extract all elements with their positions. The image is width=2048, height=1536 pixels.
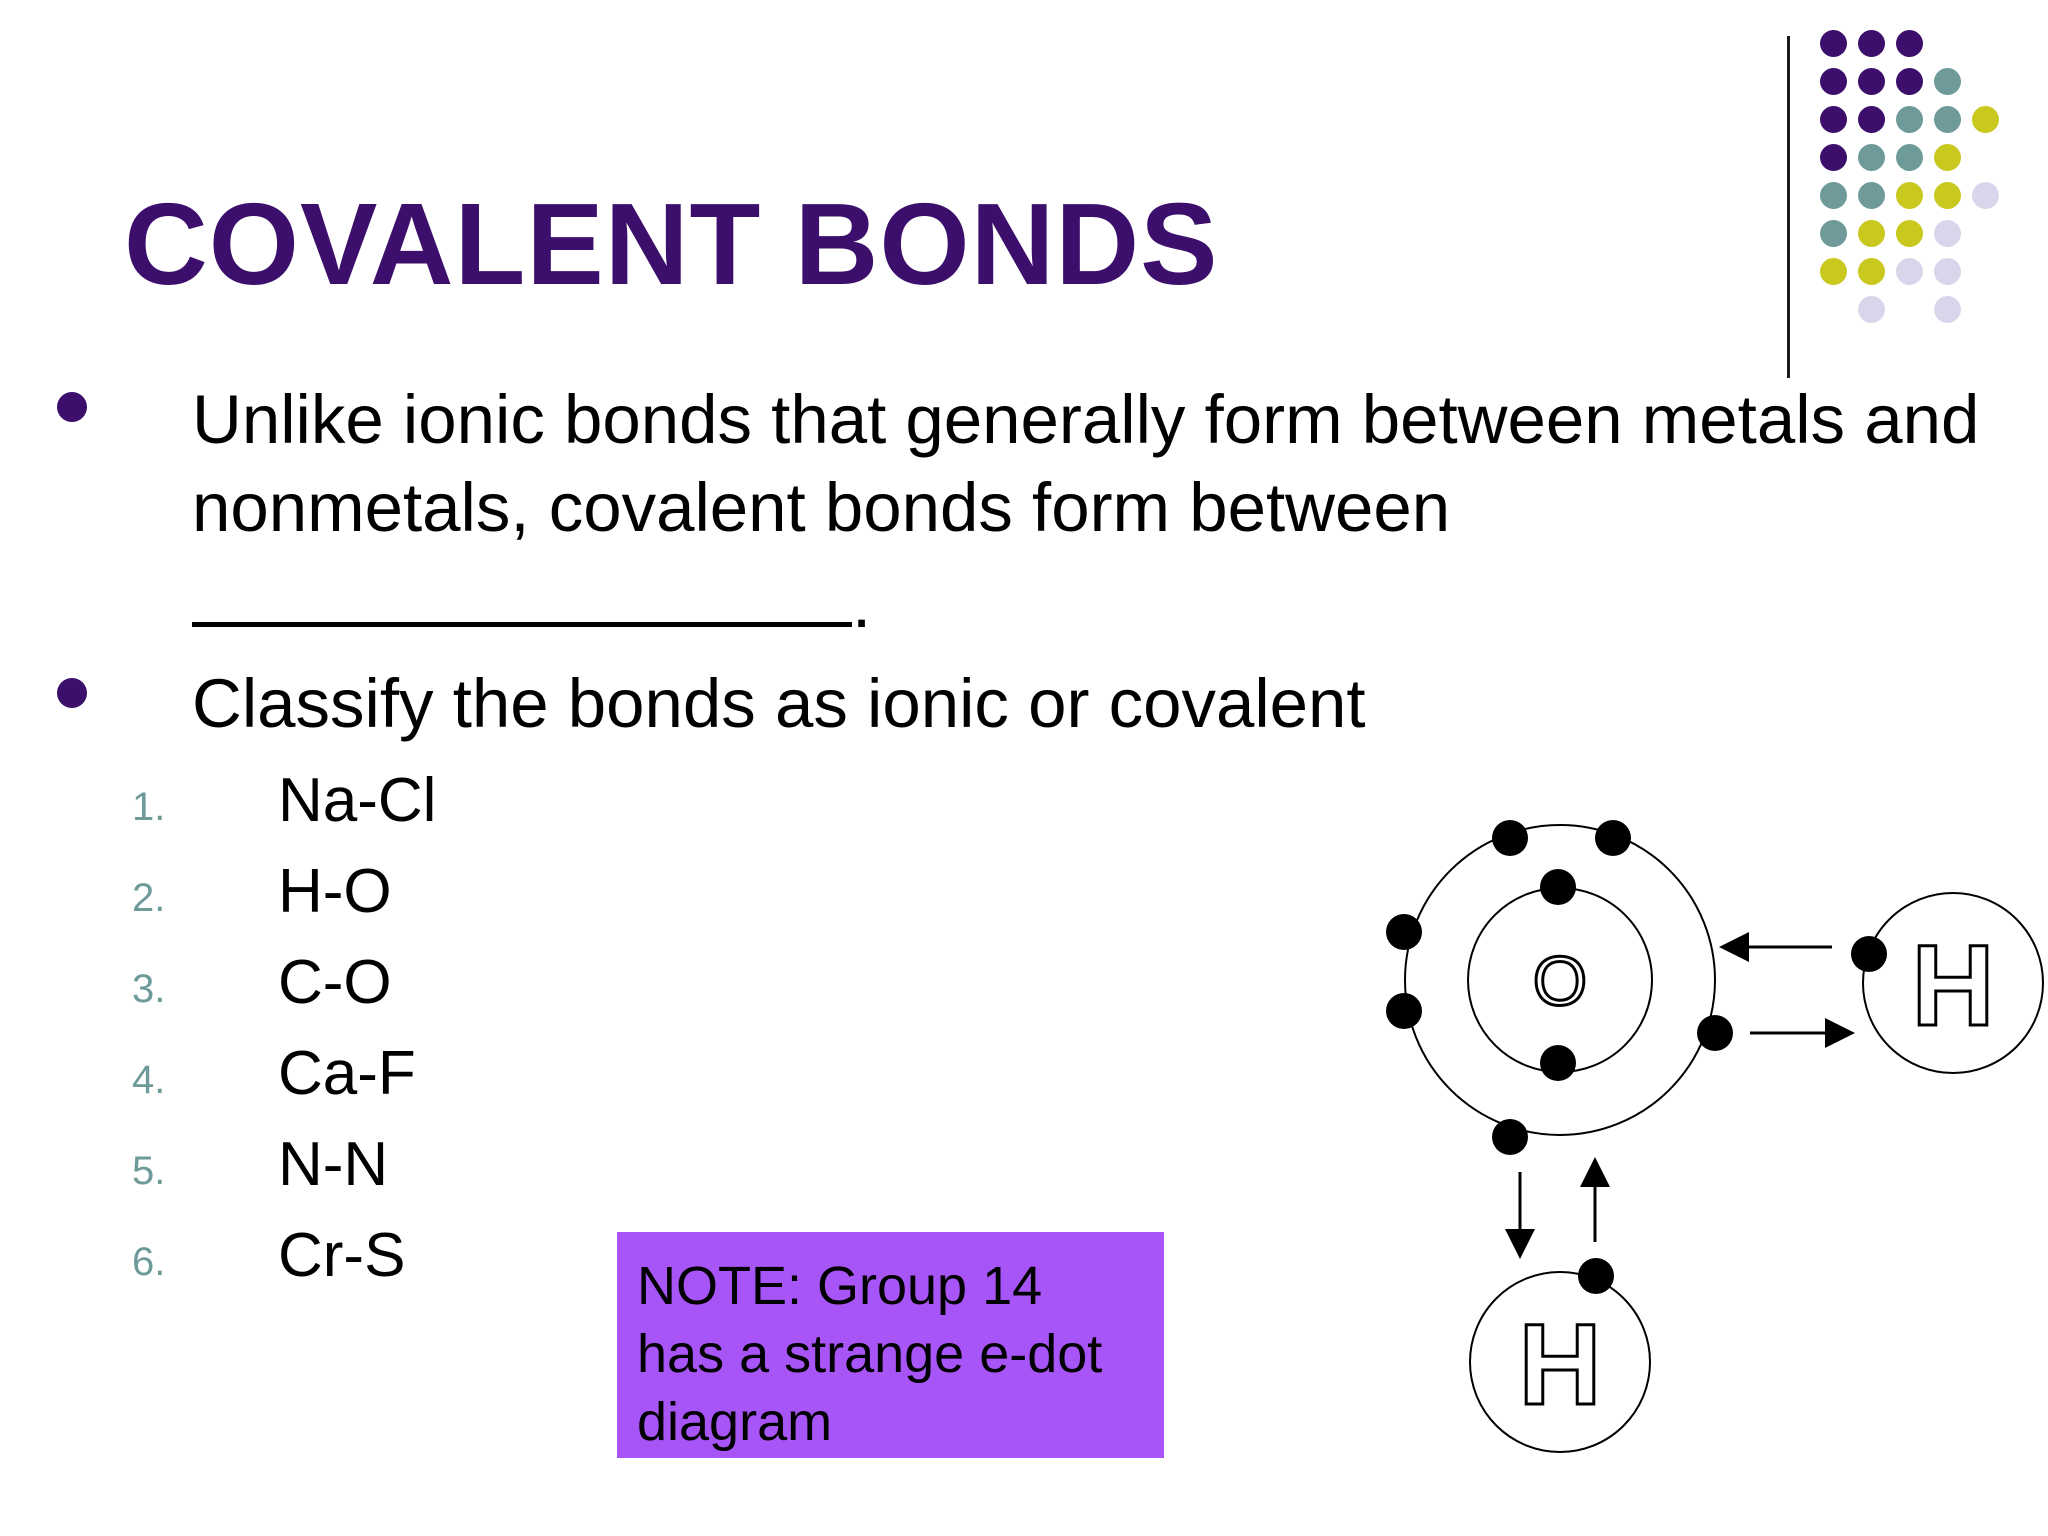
decorative-dot [1934, 106, 1961, 133]
decorative-dot [1858, 30, 1885, 57]
decorative-dot [1858, 182, 1885, 209]
decorative-dot [1896, 144, 1923, 171]
bullet-icon [57, 678, 87, 708]
electron [1540, 1045, 1576, 1081]
decorative-dot [1858, 258, 1885, 285]
bullet-1-period: . [852, 565, 872, 642]
decorative-dot [1820, 258, 1847, 285]
electron [1540, 869, 1576, 905]
list-number: 5. [132, 1149, 166, 1193]
decorative-dot [1934, 68, 1961, 95]
water-molecule-diagram [1370, 800, 2048, 1480]
decorative-dot [1820, 106, 1847, 133]
list-item: H-O [278, 857, 392, 926]
decorative-dot [1972, 106, 1999, 133]
electron [1386, 914, 1422, 950]
decorative-dot [1934, 220, 1961, 247]
electrons [1386, 820, 1887, 1294]
bullet-1-text: Unlike ionic bonds that generally form between metals and nonmetals, covalent bonds form between [192, 381, 1980, 546]
decorative-dot [1858, 106, 1885, 133]
decorative-dot [1896, 220, 1923, 247]
list-number: 4. [132, 1058, 166, 1102]
list-item: Na-Cl [278, 766, 437, 835]
note-box: NOTE: Group 14 has a strange e-dot diagram [617, 1232, 1164, 1458]
decorative-dot [1858, 68, 1885, 95]
decorative-dot [1820, 144, 1847, 171]
decorative-dot [1858, 144, 1885, 171]
decorative-dot [1896, 182, 1923, 209]
decorative-dot [1972, 182, 1999, 209]
list-item: Cr-S [278, 1221, 406, 1290]
decorative-dot [1896, 106, 1923, 133]
decorative-dot [1858, 220, 1885, 247]
list-number: 1. [132, 785, 166, 829]
electron [1492, 820, 1528, 856]
decorative-dot [1934, 144, 1961, 171]
electron [1595, 820, 1631, 856]
electron [1492, 1119, 1528, 1155]
decorative-dot-grid [1820, 30, 2020, 330]
bullet-2: Classify the bonds as ionic or covalent [192, 665, 1366, 742]
oxygen-symbol: O [1532, 942, 1588, 1020]
decorative-dot [1858, 296, 1885, 323]
list-item: N-N [278, 1130, 389, 1199]
hydrogen-bottom-symbol: H [1518, 1301, 1602, 1429]
electron [1697, 1015, 1733, 1051]
bullet-1 [192, 376, 1992, 648]
decorative-dot [1820, 68, 1847, 95]
decorative-dot [1934, 258, 1961, 285]
decorative-vertical-line [1787, 36, 1790, 378]
list-item: Ca-F [278, 1039, 416, 1108]
decorative-dot [1896, 68, 1923, 95]
list-number: 6. [132, 1240, 166, 1284]
decorative-dot [1934, 182, 1961, 209]
electron [1386, 993, 1422, 1029]
list-number: 3. [132, 967, 166, 1011]
hydrogen-right-symbol: H [1911, 922, 1995, 1050]
decorative-dot [1896, 30, 1923, 57]
decorative-dot [1820, 182, 1847, 209]
list-item: C-O [278, 948, 392, 1017]
bullet-icon [57, 392, 87, 422]
decorative-dot [1820, 220, 1847, 247]
slide-title: COVALENT BONDS [124, 179, 1219, 309]
fill-in-blank [192, 552, 852, 627]
decorative-dot [1896, 258, 1923, 285]
decorative-dot [1820, 30, 1847, 57]
electron [1578, 1258, 1614, 1294]
electron [1851, 936, 1887, 972]
list-number: 2. [132, 876, 166, 920]
decorative-dot [1934, 296, 1961, 323]
